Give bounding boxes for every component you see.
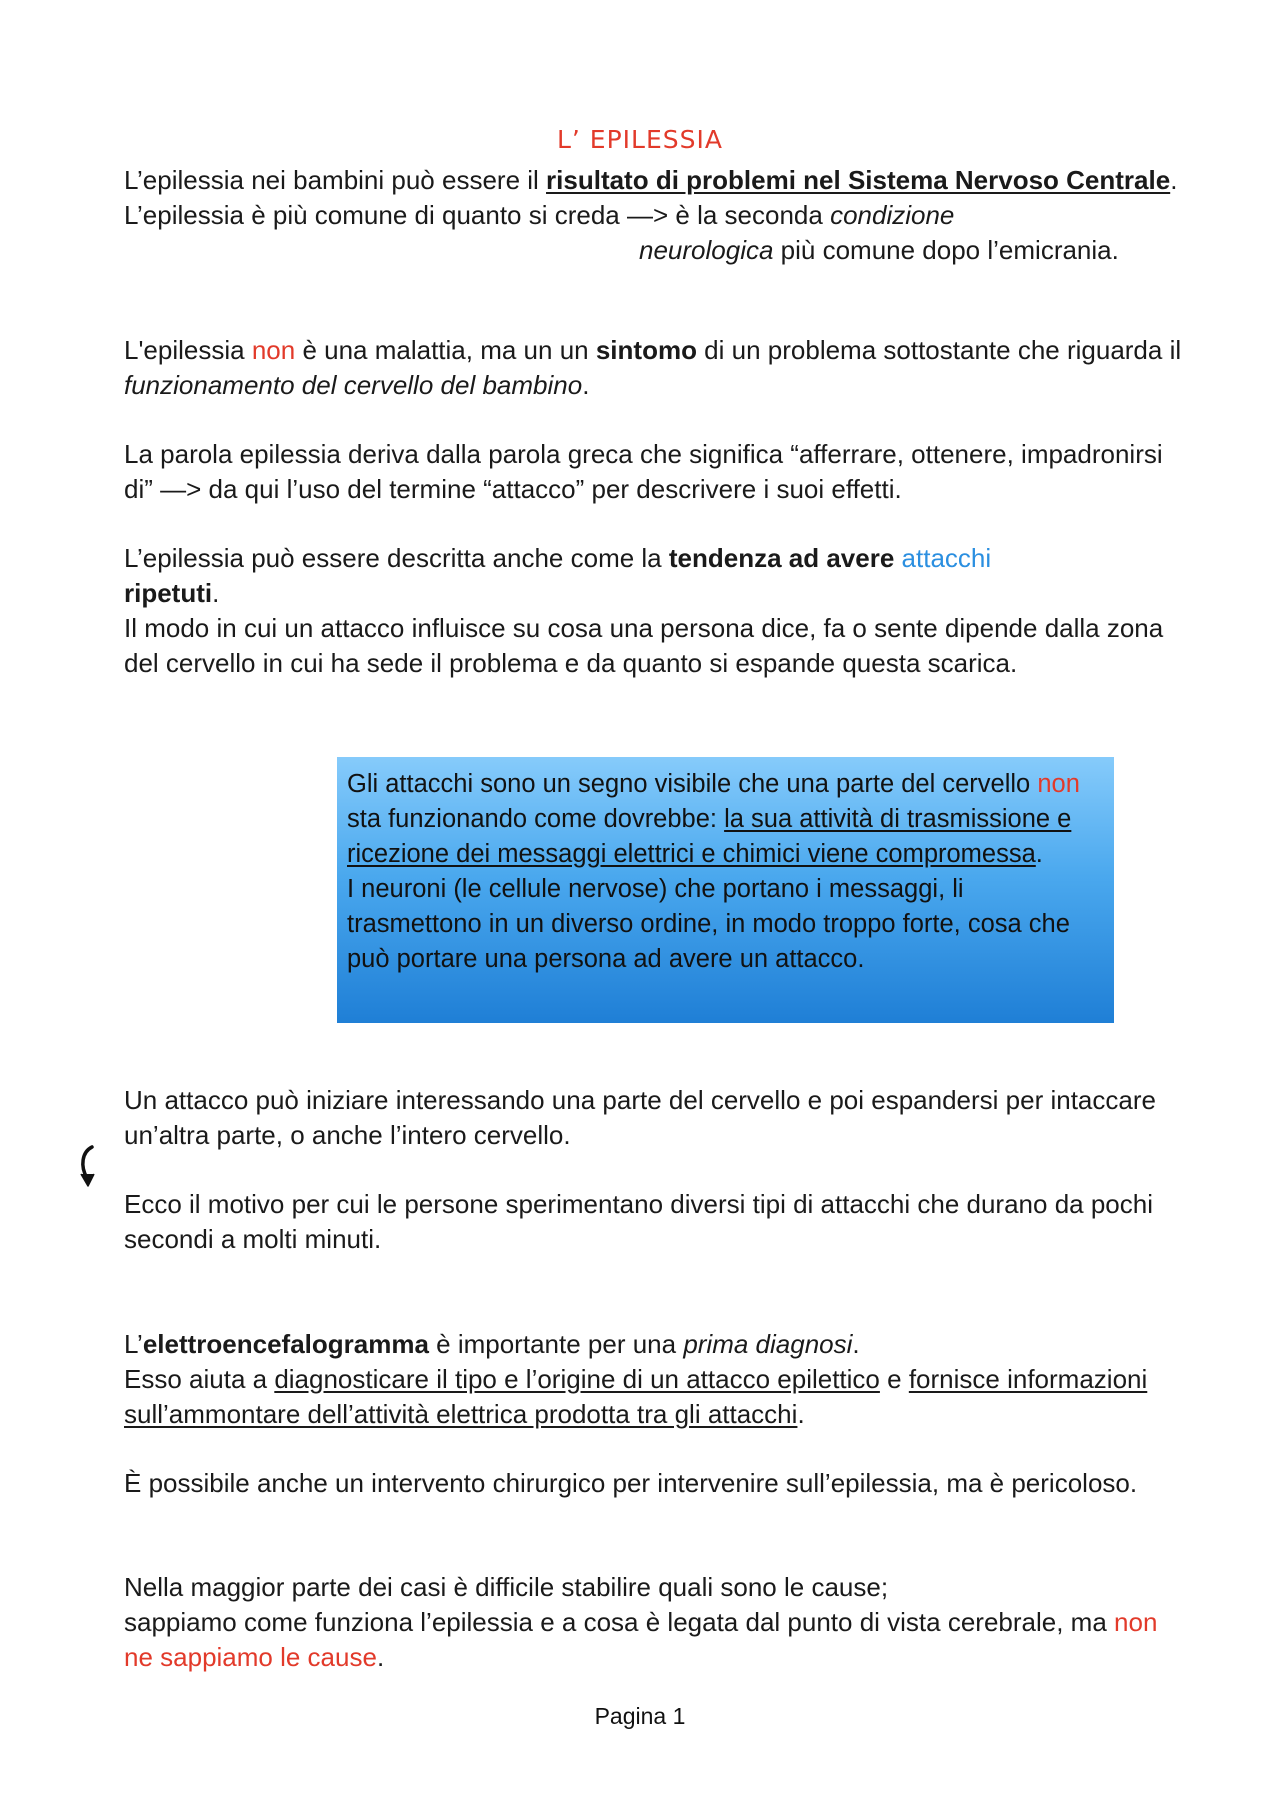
text: . — [1170, 165, 1178, 195]
paragraph-causes — [124, 1570, 1184, 1675]
underlined-text: diagnosticare il tipo e l’origine di un attacco epilettico — [274, 1364, 880, 1394]
text: è importante per una — [428, 1329, 684, 1359]
indented-line — [124, 233, 1184, 268]
italic-text: prima diagnosi — [683, 1329, 853, 1359]
text: è una malattia, ma un un — [295, 335, 596, 365]
paragraph-eeg — [124, 1327, 1184, 1432]
text: più comune dopo l’emicrania. — [773, 235, 1119, 265]
text: e — [879, 1364, 909, 1394]
page-number: Pagina 1 — [594, 1703, 686, 1729]
text: L’epilessia è più comune di quanto si creda —> è la seconda — [124, 200, 831, 230]
bold-text: ripetuti — [124, 578, 213, 608]
text: . — [212, 578, 220, 608]
paragraph-duration: Ecco il motivo per cui le persone sperimentano diversi tipi di attacchi che durano da pochi secondi a molti minuti. — [124, 1189, 1153, 1254]
text: sta funzionando come dovrebbe: — [347, 805, 725, 833]
paragraph-etymology: La parola epilessia deriva dalla parola greca che significa “afferrare, ottenere, impadronirsi di” —> da qui l’uso del termine “attacco” per descrivere i suoi effetti. — [124, 439, 1163, 504]
text: . — [1035, 840, 1043, 868]
italic-text: condizione — [830, 200, 955, 230]
text: . — [376, 1642, 385, 1672]
text: L’epilessia nei bambini può essere il — [124, 165, 547, 195]
text: L’ — [124, 1329, 143, 1359]
bold-text: elettroencefalogramma — [142, 1329, 429, 1359]
highlight-red: non — [1037, 770, 1080, 798]
paragraph-symptom — [124, 333, 1184, 403]
text: . — [797, 1399, 805, 1429]
paragraph-tendency — [124, 541, 1184, 681]
italic-text: neurologica — [639, 235, 774, 265]
text: I neuroni (le cellule nervose) che portano i messaggi, li trasmettono in un diverso ordine, in modo troppo forte, cosa che può portare una persona ad avere un attacco. — [347, 875, 1070, 973]
page-title: L’ EPILESSIA — [556, 125, 723, 154]
text: L'epilessia — [124, 335, 252, 365]
underlined-text: la sua attività di trasmissione e ricezione dei messaggi elettrici e chimici viene compromessa — [347, 805, 1072, 868]
text: di un problema sottostante che riguarda il — [696, 335, 1182, 365]
emphasis-text: risultato di problemi nel Sistema Nervoso Centrale — [546, 165, 1171, 195]
paragraph-spread: Un attacco può iniziare interessando una parte del cervello e poi espandersi per intaccare un’altra parte, o anche l’intero cervello. — [124, 1085, 1156, 1150]
highlight-red: non ne sappiamo le cause — [124, 1607, 1158, 1672]
text: Il modo in cui un attacco influisce su cosa una persona dice, fa o sente dipende dalla zona del cervello in cui ha sede il problema e da quanto si espande questa scarica. — [124, 613, 1164, 678]
italic-text: funzionamento del cervello del bambino — [124, 370, 583, 400]
curved-arrow-icon — [78, 1144, 100, 1190]
highlight-blue: attacchi — [901, 543, 992, 573]
text: Esso aiuta a — [124, 1364, 275, 1394]
highlight-red: non — [251, 335, 296, 365]
text: Nella maggior parte dei casi è difficile stabilire quali sono le cause; — [124, 1572, 889, 1602]
text: sappiamo come funziona l’epilessia e a cosa è legata dal punto di vista cerebrale, ma — [124, 1607, 1115, 1637]
text: L’epilessia può essere descritta anche come la — [124, 543, 669, 573]
paragraph-surgery: È possibile anche un intervento chirurgico per intervenire sull’epilessia, ma è pericoloso. — [124, 1468, 1138, 1498]
text: . — [852, 1329, 860, 1359]
callout-box — [337, 757, 1114, 1023]
bold-text: sintomo — [595, 335, 697, 365]
underlined-text: fornisce informazioni sull’ammontare dell’attività elettrica prodotta tra gli attacchi — [124, 1364, 1148, 1429]
text: . — [582, 370, 590, 400]
text: Gli attacchi sono un segno visibile che una parte del cervello — [347, 770, 1038, 798]
bold-text: tendenza ad avere — [668, 543, 902, 573]
paragraph-intro — [124, 163, 1184, 268]
